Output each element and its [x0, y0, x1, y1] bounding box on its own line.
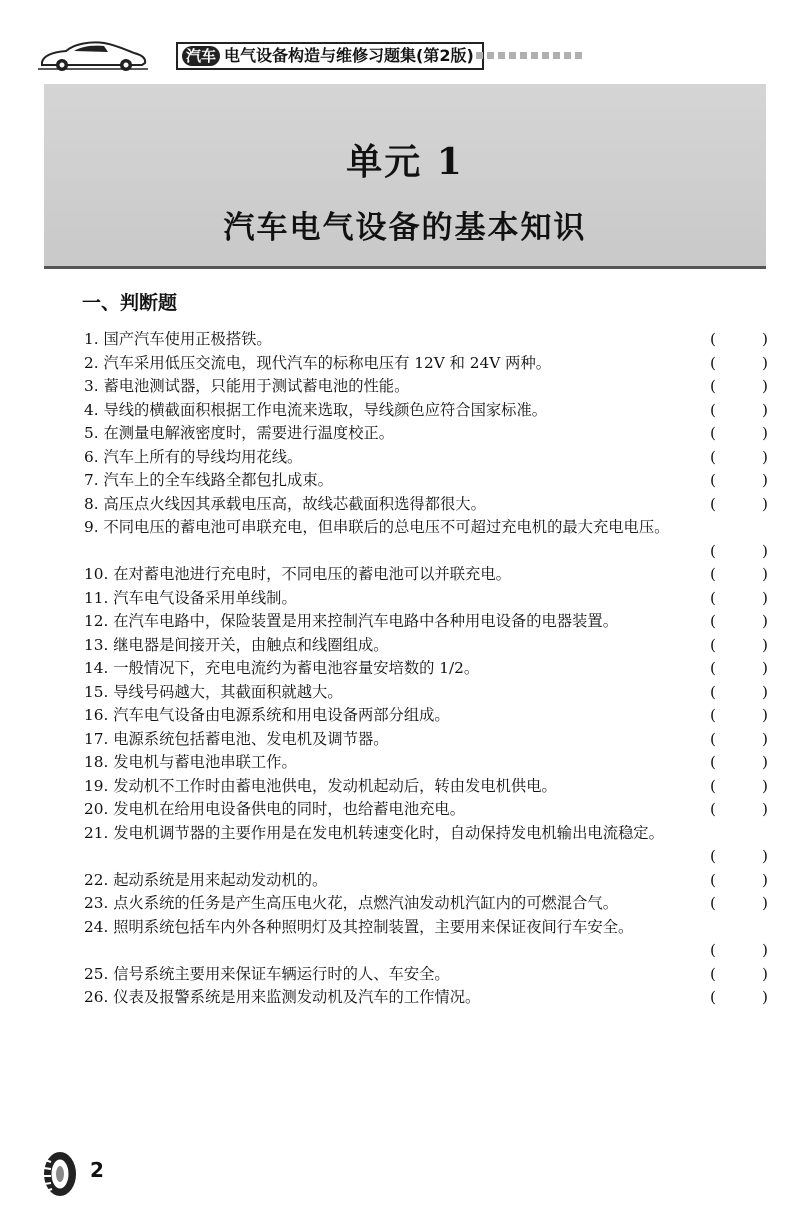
question-item: [84, 610, 768, 634]
question-text: 7. 汽车上的全车线路全都包扎成束。: [84, 471, 333, 489]
answer-blank-open: (: [710, 729, 716, 748]
question-text: 15. 导线号码越大，其截面积就越大。: [84, 682, 343, 701]
answer-blank-close: ): [762, 377, 768, 395]
answer-blank-close: ): [762, 635, 768, 654]
question-item: [84, 963, 768, 987]
answer-blank-open: (: [710, 964, 716, 983]
question-item: [84, 704, 768, 728]
answer-blank-close: ): [762, 400, 768, 419]
answer-blank-close: ): [762, 941, 768, 959]
page-footer: [42, 1150, 242, 1200]
question-item: [84, 775, 768, 799]
answer-blank-open: (: [710, 682, 716, 701]
question-text: 26. 仪表及报警系统是用来监测发动机及汽车的工作情况。: [84, 988, 481, 1006]
question-text: 9. 不同电压的蓄电池可串联充电，但串联后的总电压不可超过充电机的最大充电电压。: [84, 518, 670, 536]
question-item: [84, 516, 768, 563]
answer-blank-close: ): [762, 988, 768, 1006]
answer-blank-open: (: [710, 447, 716, 466]
question-text: 10. 在对蓄电池进行充电时，不同电压的蓄电池可以并联充电。: [84, 565, 511, 583]
question-text: 23. 点火系统的任务是产生高压电火花，点燃汽油发动机汽缸内的可燃混合气。: [84, 894, 618, 912]
header-decoration: [476, 52, 582, 59]
answer-blank-open: (: [710, 565, 716, 583]
question-item: [84, 681, 768, 705]
question-text: 8. 高压点火线因其承载电压高，故线芯截面积选得都很大。: [84, 494, 486, 513]
answer-blank-open: (: [710, 541, 716, 560]
question-item: [84, 892, 768, 916]
question-item: [84, 422, 768, 446]
answer-blank-close: ): [762, 847, 768, 865]
question-text: 14. 一般情况下，充电电流约为蓄电池容量安培数的 1/2。: [84, 659, 480, 677]
answer-blank-close: ): [762, 894, 768, 912]
answer-blank-close: ): [762, 330, 768, 348]
question-text: 3. 蓄电池测试器，只能用于测试蓄电池的性能。: [84, 377, 410, 395]
book-title-prefix: 汽车: [182, 46, 220, 66]
question-item: [84, 986, 768, 1010]
answer-blank-close: ): [762, 729, 768, 748]
question-item: [84, 657, 768, 681]
answer-blank-open: (: [710, 494, 716, 513]
question-text: 11. 汽车电气设备采用单线制。: [84, 588, 297, 607]
answer-blank-close: ): [762, 659, 768, 677]
unit-title: 汽车电气设备的基本知识: [223, 210, 587, 246]
question-item: [84, 563, 768, 587]
answer-blank-open: (: [710, 471, 716, 489]
answer-blank-open: (: [710, 377, 716, 395]
answer-blank-open: (: [710, 635, 716, 654]
question-item: [84, 399, 768, 423]
answer-blank-open: (: [710, 941, 716, 959]
question-text: 21. 发电机调节器的主要作用是在发电机转速变化时，自动保持发电机输出电流稳定。: [84, 823, 664, 842]
question-text: 6. 汽车上所有的导线均用花线。: [84, 447, 303, 466]
answer-blank-open: (: [710, 588, 716, 607]
question-text: 1. 国产汽车使用正极搭铁。: [84, 330, 272, 348]
question-text: 5. 在测量电解液密度时，需要进行温度校正。: [84, 424, 395, 442]
question-text: 2. 汽车采用低压交流电，现代汽车的标称电压有 12V 和 24V 两种。: [84, 353, 552, 372]
question-list: [84, 328, 768, 1010]
answer-blank-close: ): [762, 447, 768, 466]
answer-blank-close: ): [762, 471, 768, 489]
question-text: 19. 发动机不工作时由蓄电池供电，发动机起动后，转由发电机供电。: [84, 776, 557, 795]
question-item: [84, 469, 768, 493]
question-item: [84, 822, 768, 869]
unit-number: 单元 1: [346, 141, 464, 183]
answer-blank-open: (: [710, 424, 716, 442]
answer-blank-close: ): [762, 353, 768, 372]
answer-blank-close: ): [762, 870, 768, 889]
answer-blank-close: ): [762, 776, 768, 795]
question-text: 20. 发电机在给用电设备供电的同时，也给蓄电池充电。: [84, 800, 466, 818]
question-text: 16. 汽车电气设备由电源系统和用电设备两部分组成。: [84, 706, 450, 724]
question-item: [84, 728, 768, 752]
answer-blank-close: ): [762, 494, 768, 513]
answer-blank-open: (: [710, 659, 716, 677]
question-item: [84, 869, 768, 893]
answer-blank-open: (: [710, 353, 716, 372]
answer-blank-close: ): [762, 541, 768, 560]
book-title: [176, 42, 484, 70]
answer-blank-open: (: [710, 800, 716, 818]
question-text: 18. 发电机与蓄电池串联工作。: [84, 753, 297, 771]
answer-blank-open: (: [710, 400, 716, 419]
answer-blank-open: (: [710, 988, 716, 1006]
answer-blank-open: (: [710, 753, 716, 771]
answer-blank-open: (: [710, 330, 716, 348]
question-text: 17. 电源系统包括蓄电池、发电机及调节器。: [84, 729, 389, 748]
question-text: 12. 在汽车电路中，保险装置是用来控制汽车电路中各种用电设备的电器装置。: [84, 612, 618, 630]
car-icon: [38, 38, 148, 72]
answer-blank-close: ): [762, 682, 768, 701]
answer-blank-open: (: [710, 870, 716, 889]
answer-blank-close: ): [762, 800, 768, 818]
answer-blank-open: (: [710, 706, 716, 724]
question-item: [84, 375, 768, 399]
question-item: [84, 916, 768, 963]
answer-blank-close: ): [762, 612, 768, 630]
question-item: [84, 352, 768, 376]
answer-blank-close: ): [762, 964, 768, 983]
page-number: 2: [90, 1158, 104, 1182]
unit-banner: [44, 84, 766, 269]
book-title-text: 电气设备构造与维修习题集(第2版): [224, 46, 474, 65]
question-text: 13. 继电器是间接开关，由触点和线圈组成。: [84, 635, 389, 654]
question-item: [84, 798, 768, 822]
running-header: [38, 36, 758, 76]
answer-blank-close: ): [762, 753, 768, 771]
answer-blank-close: ): [762, 588, 768, 607]
answer-blank-close: ): [762, 565, 768, 583]
answer-blank-open: (: [710, 612, 716, 630]
answer-blank-close: ): [762, 706, 768, 724]
answer-blank-close: ): [762, 424, 768, 442]
question-text: 25. 信号系统主要用来保证车辆运行时的人、车安全。: [84, 964, 450, 983]
tire-icon: [42, 1150, 78, 1198]
answer-blank-open: (: [710, 847, 716, 865]
question-item: [84, 587, 768, 611]
question-item: [84, 493, 768, 517]
question-text: 22. 起动系统是用来起动发动机的。: [84, 870, 328, 889]
question-text: 4. 导线的横截面积根据工作电流来选取，导线颜色应符合国家标准。: [84, 400, 548, 419]
question-item: [84, 634, 768, 658]
question-text: 24. 照明系统包括车内外各种照明灯及其控制装置，主要用来保证夜间行车安全。: [84, 917, 634, 936]
question-item: [84, 751, 768, 775]
answer-blank-open: (: [710, 894, 716, 912]
answer-blank-open: (: [710, 776, 716, 795]
question-item: [84, 446, 768, 470]
question-item: [84, 328, 768, 352]
section-title: 一、判断题: [82, 292, 178, 314]
